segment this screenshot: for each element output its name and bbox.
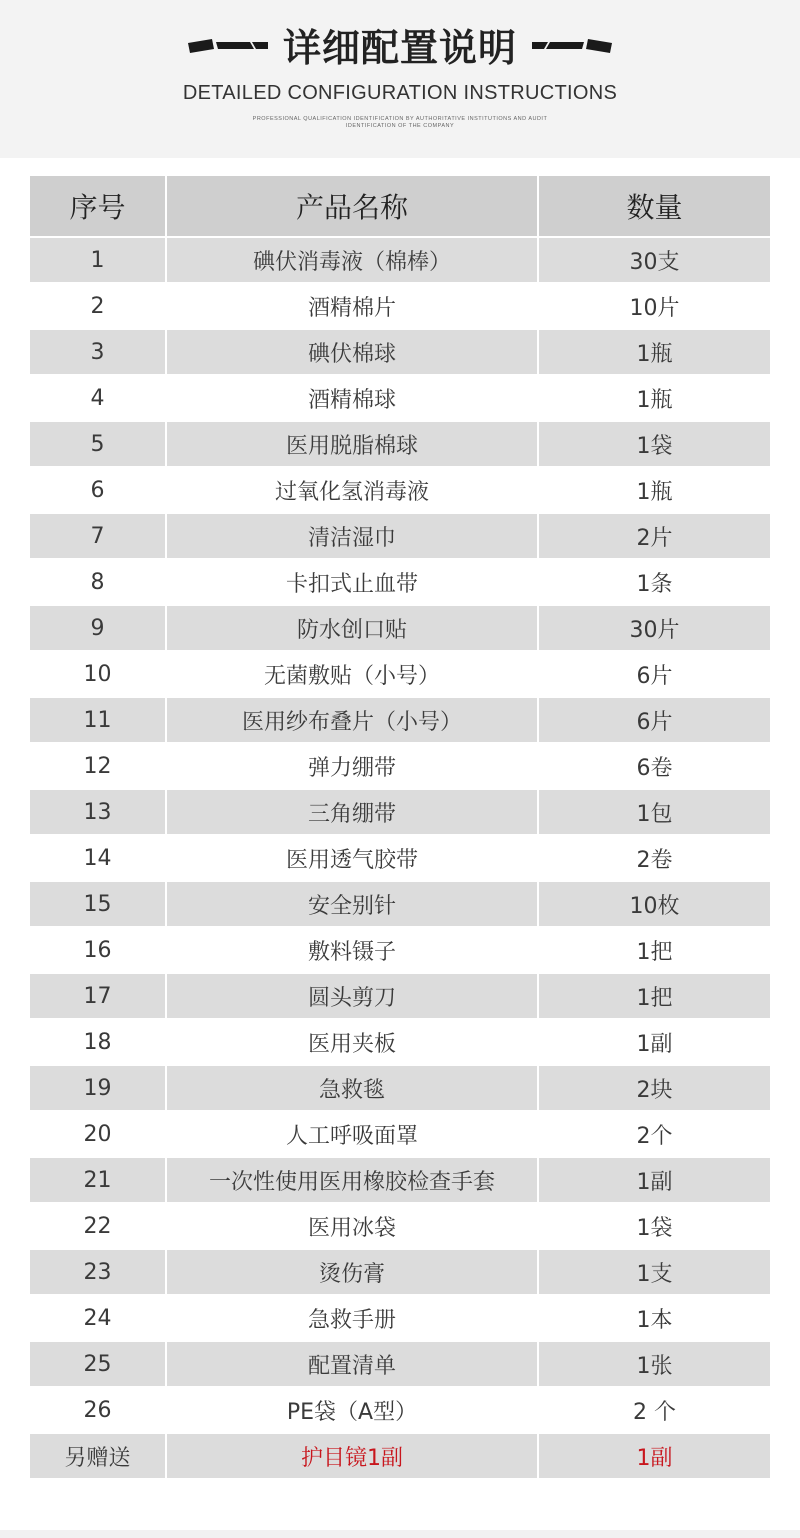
row-quantity: 2卷 <box>539 836 770 880</box>
table-row <box>30 652 770 696</box>
row-quantity: 30片 <box>539 606 770 650</box>
row-index: 19 <box>30 1066 165 1110</box>
table-row <box>30 376 770 420</box>
row-index: 18 <box>30 1020 165 1064</box>
row-quantity: 1把 <box>539 974 770 1018</box>
row-product-name: 配置清单 <box>167 1342 537 1386</box>
table-row <box>30 606 770 650</box>
header-banner <box>0 0 800 158</box>
row-index: 20 <box>30 1112 165 1156</box>
row-product-name: 医用夹板 <box>167 1020 537 1064</box>
row-index: 16 <box>30 928 165 972</box>
table-row <box>30 744 770 788</box>
table-header-row <box>30 176 770 236</box>
row-product-name: 碘伏棉球 <box>167 330 537 374</box>
row-product-name: 酒精棉片 <box>167 284 537 328</box>
row-index: 11 <box>30 698 165 742</box>
row-index: 13 <box>30 790 165 834</box>
row-index: 24 <box>30 1296 165 1340</box>
table-row <box>30 560 770 604</box>
table-row <box>30 698 770 742</box>
row-quantity: 2片 <box>539 514 770 558</box>
row-quantity: 1条 <box>539 560 770 604</box>
row-index: 10 <box>30 652 165 696</box>
table-row <box>30 1342 770 1386</box>
row-quantity: 1瓶 <box>539 468 770 512</box>
row-index: 9 <box>30 606 165 650</box>
row-index: 5 <box>30 422 165 466</box>
bonus-item: 护目镜1副 <box>167 1434 537 1478</box>
row-product-name: 一次性使用医用橡胶检查手套 <box>167 1158 537 1202</box>
row-quantity: 1瓶 <box>539 330 770 374</box>
table-row <box>30 1158 770 1202</box>
row-index: 14 <box>30 836 165 880</box>
page-subtitle: DETAILED CONFIGURATION INSTRUCTIONS <box>182 82 618 104</box>
table-row <box>30 1020 770 1064</box>
row-index: 21 <box>30 1158 165 1202</box>
row-product-name: 医用透气胶带 <box>167 836 537 880</box>
row-product-name: 烫伤膏 <box>167 1250 537 1294</box>
row-index: 23 <box>30 1250 165 1294</box>
title-row <box>0 22 800 74</box>
table-row <box>30 1388 770 1432</box>
row-product-name: 医用冰袋 <box>167 1204 537 1248</box>
row-index: 25 <box>30 1342 165 1386</box>
row-product-name: 过氧化氢消毒液 <box>167 468 537 512</box>
row-quantity: 1副 <box>539 1158 770 1202</box>
row-product-name: 敷料镊子 <box>167 928 537 972</box>
row-quantity: 10片 <box>539 284 770 328</box>
row-quantity: 2块 <box>539 1066 770 1110</box>
row-index: 7 <box>30 514 165 558</box>
table-row <box>30 238 770 282</box>
row-index: 17 <box>30 974 165 1018</box>
page-title: 详细配置说明 <box>282 26 517 70</box>
table-row <box>30 882 770 926</box>
row-product-name: 急救手册 <box>167 1296 537 1340</box>
row-product-name: 卡扣式止血带 <box>167 560 537 604</box>
row-product-name: 三角绷带 <box>167 790 537 834</box>
row-product-name: 医用脱脂棉球 <box>167 422 537 466</box>
table-row <box>30 928 770 972</box>
column-header-quantity: 数量 <box>539 176 770 236</box>
footer-divider <box>0 1530 800 1538</box>
row-quantity: 30支 <box>539 238 770 282</box>
row-quantity: 1瓶 <box>539 376 770 420</box>
row-quantity: 1张 <box>539 1342 770 1386</box>
row-product-name: 无菌敷贴（小号） <box>167 652 537 696</box>
row-quantity: 1袋 <box>539 422 770 466</box>
table-row <box>30 422 770 466</box>
table-row <box>30 836 770 880</box>
row-index: 22 <box>30 1204 165 1248</box>
row-quantity: 6片 <box>539 698 770 742</box>
bonus-label: 另赠送 <box>30 1434 165 1478</box>
table-row <box>30 468 770 512</box>
row-product-name: 圆头剪刀 <box>167 974 537 1018</box>
row-quantity: 10枚 <box>539 882 770 926</box>
row-product-name: 人工呼吸面罩 <box>167 1112 537 1156</box>
row-index: 3 <box>30 330 165 374</box>
table-row <box>30 1066 770 1110</box>
table-row <box>30 1112 770 1156</box>
row-product-name: 医用纱布叠片（小号） <box>167 698 537 742</box>
row-index: 2 <box>30 284 165 328</box>
row-product-name: 安全别针 <box>167 882 537 926</box>
row-quantity: 1把 <box>539 928 770 972</box>
row-product-name: 酒精棉球 <box>167 376 537 420</box>
right-decoration-icon <box>532 36 612 58</box>
row-quantity: 6卷 <box>539 744 770 788</box>
row-index: 1 <box>30 238 165 282</box>
row-product-name: PE袋（A型） <box>167 1388 537 1432</box>
row-index: 26 <box>30 1388 165 1432</box>
table-row <box>30 330 770 374</box>
bonus-quantity: 1副 <box>539 1434 770 1478</box>
row-product-name: 急救毯 <box>167 1066 537 1110</box>
configuration-table <box>30 176 770 1480</box>
table-row <box>30 514 770 558</box>
row-index: 6 <box>30 468 165 512</box>
tiny-caption-line-1: PROFESSIONAL QUALIFICATION IDENTIFICATION BY AUTHORITATIVE INSTITUTIONS AND AUDIT <box>252 116 548 122</box>
row-quantity: 6片 <box>539 652 770 696</box>
column-header-index: 序号 <box>30 176 165 236</box>
tiny-caption-line-2: IDENTIFICATION OF THE COMPANY <box>345 123 455 129</box>
column-header-product: 产品名称 <box>167 176 537 236</box>
row-product-name: 防水创口贴 <box>167 606 537 650</box>
table-row <box>30 1250 770 1294</box>
row-quantity: 1包 <box>539 790 770 834</box>
row-quantity: 1本 <box>539 1296 770 1340</box>
row-index: 8 <box>30 560 165 604</box>
row-index: 15 <box>30 882 165 926</box>
row-quantity: 1支 <box>539 1250 770 1294</box>
row-product-name: 清洁湿巾 <box>167 514 537 558</box>
table-row <box>30 974 770 1018</box>
row-index: 4 <box>30 376 165 420</box>
row-quantity: 1副 <box>539 1020 770 1064</box>
row-index: 12 <box>30 744 165 788</box>
row-quantity: 1袋 <box>539 1204 770 1248</box>
row-product-name: 弹力绷带 <box>167 744 537 788</box>
table-row <box>30 790 770 834</box>
bonus-row <box>30 1434 770 1478</box>
row-product-name: 碘伏消毒液（棉棒） <box>167 238 537 282</box>
table-row <box>30 284 770 328</box>
table-row <box>30 1204 770 1248</box>
row-quantity: 2个 <box>539 1112 770 1156</box>
row-quantity: 2 个 <box>539 1388 770 1432</box>
table-row <box>30 1296 770 1340</box>
